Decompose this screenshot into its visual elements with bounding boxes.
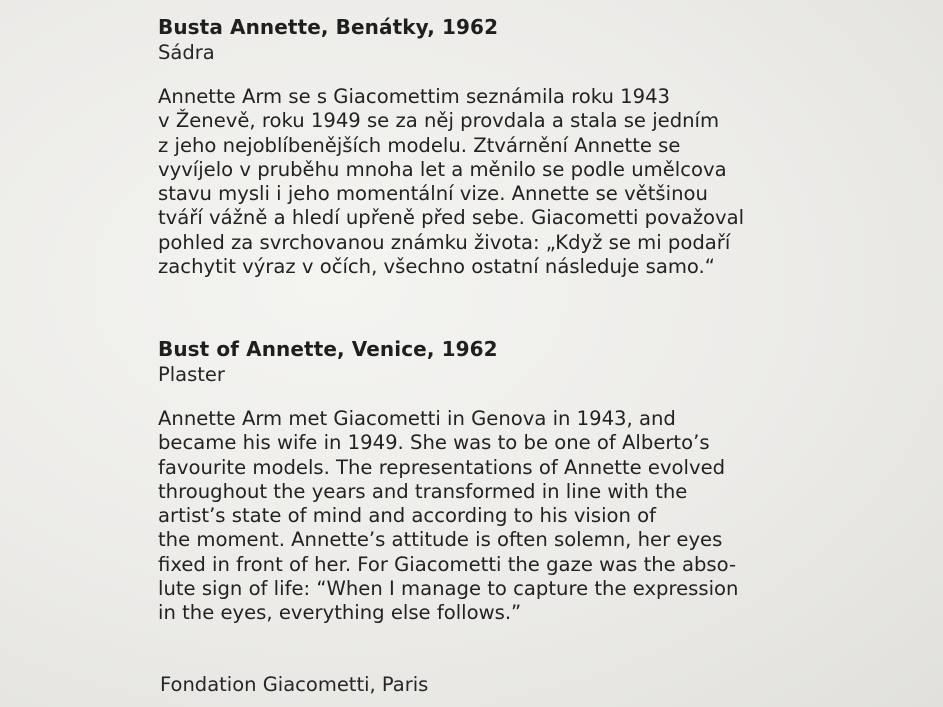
czech-description-line: stavu mysli i jeho momentální vize. Annette se většinou	[158, 182, 708, 206]
english-description-line: artist’s state of mind and according to his vision of	[158, 504, 657, 528]
czech-description-line: z jeho nejoblíbenějších modelu. Ztvárnění Annette se	[158, 133, 681, 157]
english-description-line: the moment. Annette’s attitude is often solemn, her eyes	[158, 528, 723, 552]
english-description-line: throughout the years and transformed in line with the	[158, 479, 688, 503]
czech-description-line: v Ženevě, roku 1949 se za něj provdala a stala se jedním	[158, 109, 720, 133]
english-description-line: favourite models. The representations of Annette evolved	[158, 455, 726, 479]
english-description-line: became his wife in 1949. She was to be one of Alberto’s	[158, 431, 710, 455]
english-artwork-title: Bust of Annette, Venice, 1962	[158, 337, 498, 361]
czech-description-line: Annette Arm se s Giacomettim seznámila roku 1943	[158, 85, 671, 108]
czech-artwork-title: Busta Annette, Benátky, 1962	[158, 15, 499, 39]
english-description-line: in the eyes, everything else follows.”	[158, 601, 522, 625]
czech-description-line: tváří vážně a hledí upřeně před sebe. Giacometti považoval	[158, 206, 745, 230]
czech-description-line: vyvíjelo v pruběhu mnoha let a měnilo se podle umělcova	[158, 157, 727, 181]
english-description	[158, 407, 898, 626]
czech-artwork-medium: Sádra	[158, 41, 215, 64]
czech-description	[158, 85, 898, 279]
english-label-section	[158, 336, 898, 626]
english-description-line: Annette Arm met Giacometti in Genova in 1943, and	[158, 407, 676, 430]
english-description-line: fixed in front of her. For Giacometti the gaze was the abso-	[158, 552, 737, 576]
english-description-line: lute sign of life: “When I manage to capture the expression	[158, 577, 739, 601]
credit-line: Fondation Giacometti, Paris	[160, 673, 429, 696]
english-artwork-medium: Plaster	[158, 363, 225, 386]
czech-label-section	[158, 14, 898, 279]
czech-description-line: zachytit výraz v očích, všechno ostatní následuje samo.“	[158, 255, 715, 279]
czech-description-line: pohled za svrchovanou známku života: „Když se mi podaří	[158, 230, 731, 254]
